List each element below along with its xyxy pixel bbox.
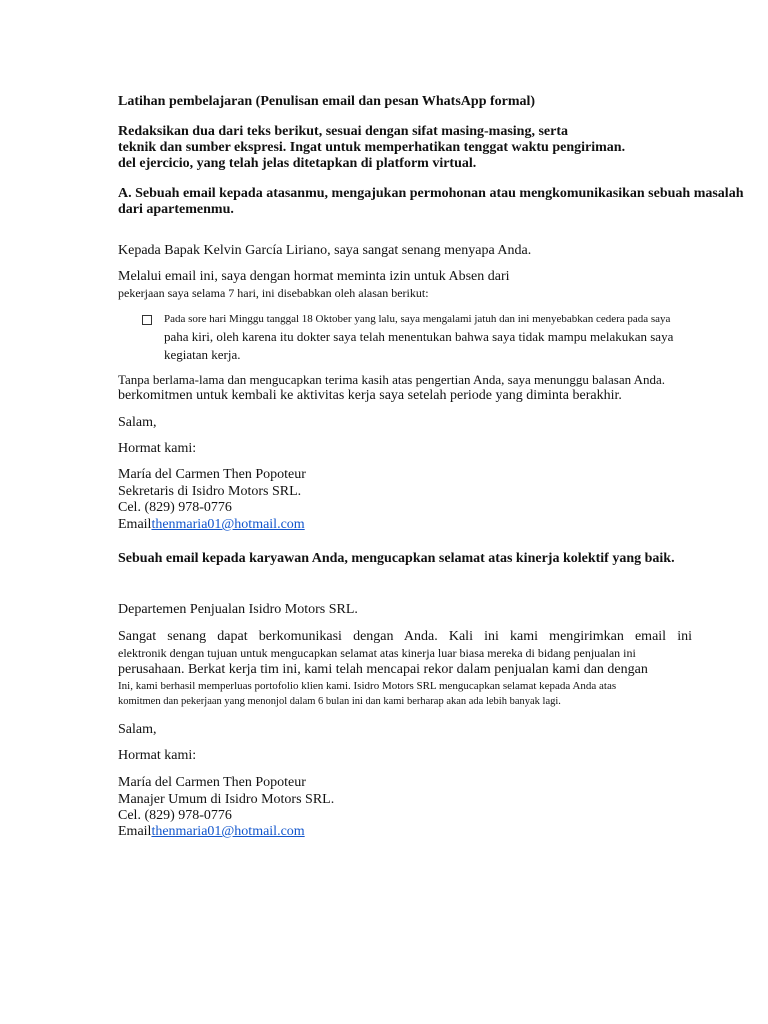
instruction-line: del ejercicio, yang telah jelas ditetapkan di platform virtual.	[118, 156, 477, 171]
email-b-greeting: Departemen Penjualan Isidro Motors SRL.	[118, 602, 358, 617]
section-b-title: Sebuah email kepada karyawan Anda, mengucapkan selamat atas kinerja kolektif yang baik.	[118, 551, 675, 566]
email-b-body-line: Ini, kami berhasil memperluas portofolio klien kami. Isidro Motors SRL mengucapkan selamat kepada Anda atas	[118, 680, 617, 692]
email-b-body-line: perusahaan. Berkat kerja tim ini, kami telah mencapai rekor dalam penjualan kami dan dengan	[118, 662, 648, 677]
signature-title: Sekretaris di Isidro Motors SRL.	[118, 484, 302, 499]
email-b-body-line: elektronik dengan tujuan untuk mengucapkan selamat atas kinerja luar biasa mereka di bidang penjualan ini	[118, 646, 636, 660]
bullet-text-line: kegiatan kerja.	[164, 347, 241, 362]
signature-name: María del Carmen Then Popoteur	[118, 467, 306, 482]
signature-phone: Cel. (829) 978-0776	[118, 500, 232, 515]
email-a-body-line: Tanpa berlama-lama dan mengucapkan terima kasih atas pengertian Anda, saya menunggu balasan Anda.	[118, 372, 666, 387]
email-link[interactable]: thenmaria01@hotmail.com	[151, 517, 305, 532]
signature-phone: Cel. (829) 978-0776	[118, 808, 232, 823]
closing: Hormat kami:	[118, 748, 197, 763]
closing: Hormat kami:	[118, 441, 197, 456]
email-label: Email	[118, 824, 152, 839]
instruction-line: teknik dan sumber ekspresi. Ingat untuk memperhatikan tenggat waktu pengiriman.	[118, 140, 626, 155]
email-a-body-line: Melalui email ini, saya dengan hormat meminta izin untuk Absen dari	[118, 269, 510, 284]
document-heading: Latihan pembelajaran (Penulisan email dan pesan WhatsApp formal)	[118, 94, 536, 109]
salutation: Salam,	[118, 415, 157, 430]
signature-name: María del Carmen Then Popoteur	[118, 775, 306, 790]
email-a-body-line: berkomitmen untuk kembali ke aktivitas kerja saya setelah periode yang diminta berakhir.	[118, 388, 622, 403]
salutation: Salam,	[118, 722, 157, 737]
signature-title: Manajer Umum di Isidro Motors SRL.	[118, 792, 335, 807]
email-link[interactable]: thenmaria01@hotmail.com	[151, 824, 305, 839]
email-b-body-line: komitmen dan pekerjaan yang menonjol dalam 6 bulan ini dan kami berharap akan ada lebih banyak lagi.	[118, 696, 561, 707]
bullet-text-line: Pada sore hari Minggu tanggal 18 Oktober yang lalu, saya mengalami jatuh dan ini menyebabkan cedera pada saya	[164, 313, 671, 325]
signature-email-row	[118, 825, 321, 839]
email-a-body-line: pekerjaan saya selama 7 hari, ini disebabkan oleh alasan berikut:	[118, 286, 429, 300]
bullet-box-icon	[142, 315, 152, 325]
bullet-text-line: paha kiri, oleh karena itu dokter saya telah menentukan bahwa saya tidak mampu melakukan saya	[164, 329, 674, 344]
email-a-greeting: Kepada Bapak Kelvin García Liriano, saya sangat senang menyapa Anda.	[118, 243, 532, 258]
instruction-line: Redaksikan dua dari teks berikut, sesuai dengan sifat masing-masing, serta	[118, 124, 569, 139]
signature-email-row	[118, 518, 321, 532]
email-b-body-line: Sangat senang dapat berkomunikasi dengan Anda. Kali ini kami mengirimkan email ini	[118, 629, 692, 644]
section-a-title: A. Sebuah email kepada atasanmu, mengajukan permohonan atau mengkomunikasikan sebuah masalah	[118, 186, 744, 201]
section-a-title: dari apartemenmu.	[118, 202, 234, 217]
email-label: Email	[118, 517, 152, 532]
